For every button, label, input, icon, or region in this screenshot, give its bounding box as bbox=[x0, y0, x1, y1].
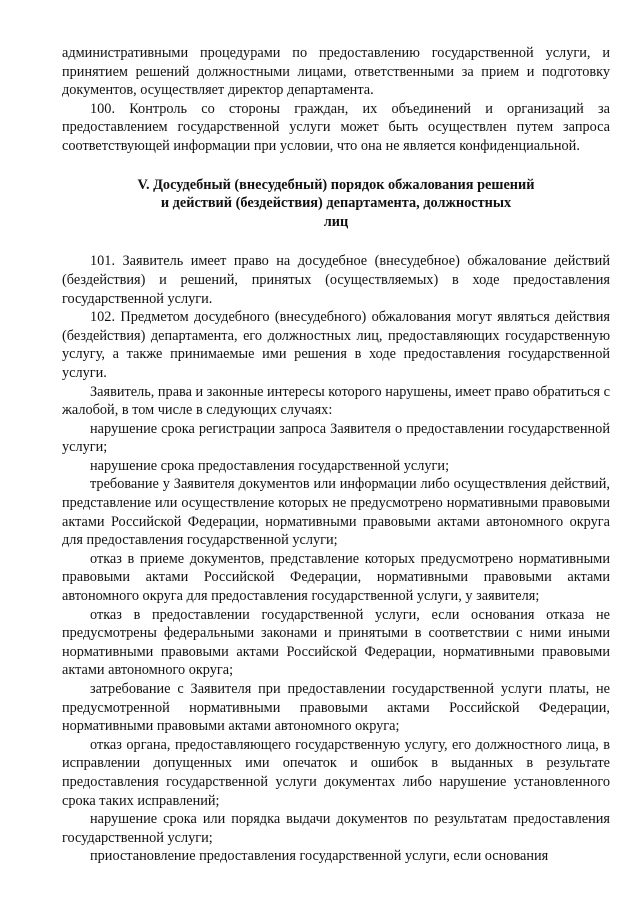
list-item: приостановление предоставления государственной услуги, если основания bbox=[90, 848, 549, 865]
section-heading bbox=[62, 176, 610, 232]
section-heading-line: лиц bbox=[323, 213, 349, 230]
list-item: нарушение срока регистрации запроса Заявителя о предоставлении государственной услуги; bbox=[62, 420, 610, 456]
document-page bbox=[62, 44, 610, 866]
list-item: нарушение срока предоставления государственной услуги; bbox=[90, 457, 450, 474]
list-item: затребование с Заявителя при предоставлении государственной услуги платы, не предусмотренной нормативными правовыми актами Российской Федерации, нормативными правовыми актами автономного округа; bbox=[62, 681, 610, 735]
list-item: отказ в предоставлении государственной услуги, если основания отказа не предусмотрены федеральными законами и принятыми в соответствии с ними иными нормативными правовыми актами Российской Федерации, нормативными правовыми актами автономного округа; bbox=[62, 606, 610, 679]
list-item: отказ в приеме документов, представление которых предусмотрено нормативными правовыми актами Российской Федерации, нормативными правовыми актами автономного округа для предоставления государственной услуги, у заявителя; bbox=[62, 550, 610, 605]
paragraph-100: 100. Контроль со стороны граждан, их объединений и организаций за предоставлением государственной услуги может быть осуществлен путем запроса соответствующей информации при условии, что она не является конфиденциальной. bbox=[62, 100, 610, 154]
section-heading-line: V. Досудебный (внесудебный) порядок обжалования решений bbox=[137, 176, 535, 193]
list-item: отказ органа, предоставляющего государственную услугу, его должностного лица, в исправлении допущенных ими опечаток и ошибок в выданных в результате предоставления государственной услуги документах либо нарушение установленного срока таких исправлений; bbox=[62, 736, 610, 809]
section-heading-line: и действий (бездействия) департамента, должностных bbox=[160, 195, 512, 212]
list-item: нарушение срока или порядка выдачи документов по результатам предоставления государственной услуги; bbox=[62, 811, 610, 846]
paragraph-continuation: административными процедурами по предоставлению государственной услуги, и принятием решений должностными лицами, ответственными за прием и подготовку документов, осуществляет директор департамента. bbox=[62, 45, 610, 99]
list-item: требование у Заявителя документов или информации либо осуществления действий, представление или осуществление которых не предусмотрено нормативными правовыми актами Российской Федерации, нормативными правовыми актами автономного округа для предоставления государственной услуги; bbox=[62, 476, 610, 549]
paragraph-intro-cases: Заявитель, права и законные интересы которого нарушены, имеет право обратиться с жалобой, в том числе в следующих случаях: bbox=[62, 383, 610, 419]
paragraph-101: 101. Заявитель имеет право на досудебное (внесудебное) обжалование действий (бездействия) и решений, принятых (осуществляемых) в ходе предоставления государственной услуги. bbox=[62, 253, 610, 307]
paragraph-102: 102. Предметом досудебного (внесудебного) обжалования могут являться действия (бездействия) департамента, его должностных лиц, предоставляющих государственную услугу, а также принимаемые ими решения в ходе предоставления государственной услуги. bbox=[62, 309, 610, 381]
